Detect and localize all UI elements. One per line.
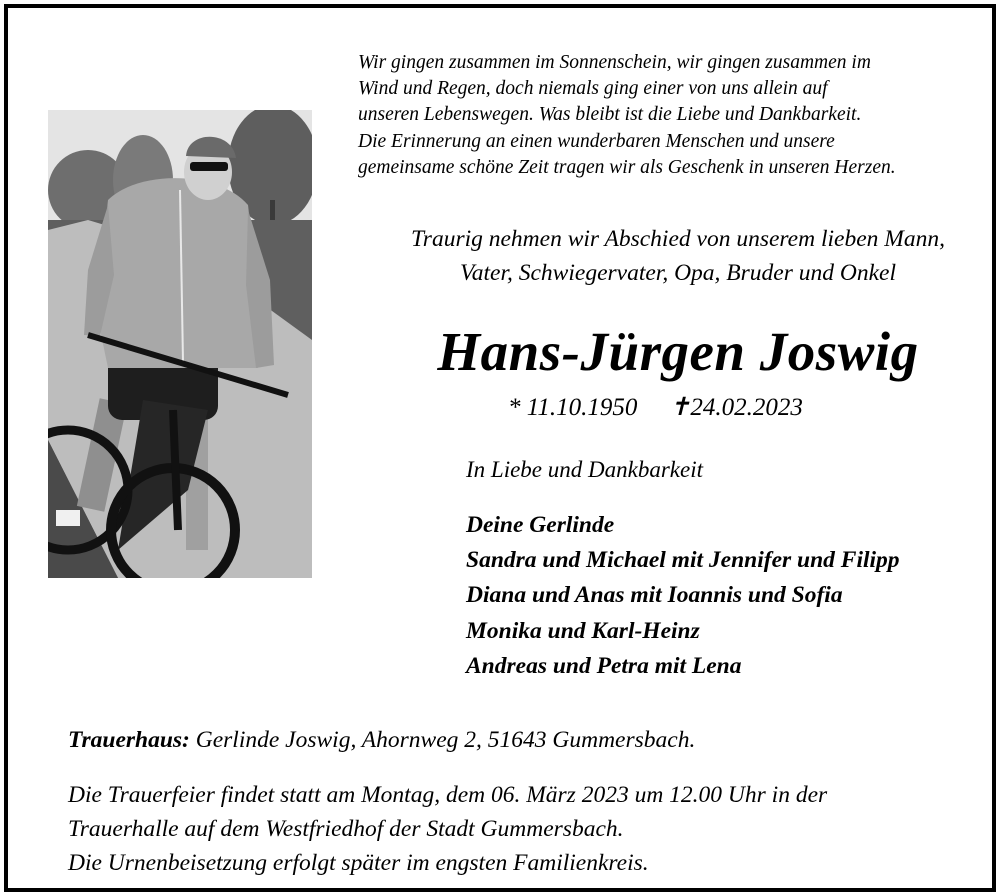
birth-date: * 11.10.1950	[508, 394, 638, 421]
cross-icon: ✝	[669, 394, 691, 421]
poem-line: gemeinsame schöne Zeit tragen wir als Geschenk in unseren Herzen.	[358, 156, 896, 178]
farewell-line: Traurig nehmen wir Abschied von unserem lieben Mann,	[411, 226, 945, 252]
family-member: Deine Gerlinde	[466, 512, 615, 538]
farewell-text	[338, 222, 1000, 290]
dedication-line: In Liebe und Dankbarkeit	[466, 457, 703, 482]
family-member: Sandra und Michael mit Jennifer und Filipp	[466, 547, 900, 574]
poem-line: Die Erinnerung an einen wunderbaren Menschen und unsere	[358, 130, 835, 152]
death-date: 24.02.2023	[690, 394, 803, 421]
family-member: Andreas und Petra mit Lena	[466, 652, 742, 679]
family-list	[466, 508, 900, 684]
memorial-poem	[358, 50, 978, 181]
portrait-photo	[48, 110, 312, 578]
mourning-house-label: Trauerhaus:	[68, 727, 190, 753]
mourning-house-address: Gerlinde Joswig, Ahornweg 2, 51643 Gummersbach.	[195, 727, 696, 753]
service-line: Die Trauerfeier findet statt am Montag, dem 06. März 2023 um 12.00 Uhr in der	[68, 782, 828, 808]
mourning-house	[68, 724, 695, 756]
obituary-frame	[4, 4, 996, 892]
deceased-name: Hans-Jürgen Joswig	[437, 321, 919, 382]
life-dates	[508, 392, 803, 424]
service-line: Trauerhalle auf dem Westfriedhof der Stadt Gummersbach.	[68, 816, 624, 842]
service-line: Die Urnenbeisetzung erfolgt später im engsten Familienkreis.	[68, 850, 649, 876]
service-info	[68, 778, 827, 880]
poem-line: Wir gingen zusammen im Sonnenschein, wir gingen zusammen im	[358, 52, 871, 73]
family-member: Diana und Anas mit Ioannis und Sofia	[466, 582, 843, 609]
poem-line: unseren Lebenswegen. Was bleibt ist die Liebe und Dankbarkeit.	[358, 104, 862, 126]
farewell-line: Vater, Schwiegervater, Opa, Bruder und Onkel	[460, 260, 896, 286]
family-member: Monika und Karl-Heinz	[466, 617, 700, 644]
poem-line: Wind und Regen, doch niemals ging einer von uns allein auf	[358, 78, 828, 100]
